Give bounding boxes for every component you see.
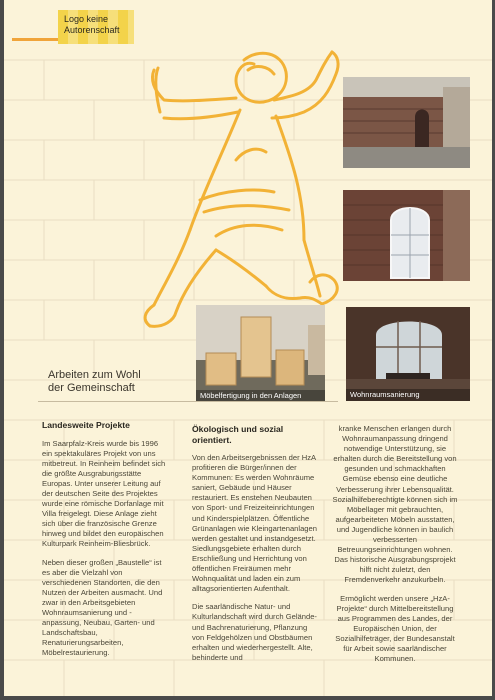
- photo-furniture-workshop: [196, 305, 325, 402]
- photo-restored-window: [343, 190, 470, 281]
- photo-caption: Möbelfertigung in den Anlagen: [196, 390, 325, 402]
- photo-caption: Wohnraumsanierung: [346, 389, 470, 401]
- paragraph: Im Saarpfalz-Kreis wurde bis 1996 ein spektakuläres Projekt von uns mitbetreut. In Reinheim befindet sich die größte Ausgrabungsstätte Europas. Unter unserer Leitung auf der deutschen Seite des Projektes wurde eine römische Dorfanlage mit Villa freigelegt. Diese Anlage zieht sich über die französische Grenze hinweg und bildet den europäischen Kulturpark Reinheim-Bliesbrück.: [42, 438, 166, 549]
- paragraph: Von den Arbeitsergebnissen der HzA profitieren die Bürger/innen der Kommunen: Es werden Wohnräume saniert, Gebäude und Häuser restauriert. Es enstehen Neubauten von Sport- und Freizeiteinrichtungen und Kinderspielplätzen. Öffentliche Grünanlagen wie Kleingartenanlagen werden gestaltet und instandgesetzt. Siedlungsgebiete erhalten durch Erschließung und Herrichtung von öffentlichen Freiräumen mehr Wohnqualität und laden ein zum alltagsorientierten Aufenthalt.: [192, 453, 317, 594]
- paragraph: kranke Menschen erlangen durch Wohnraumanpassung dringend notwendige Unterstützung, sie erhalten durch die Bereitstellung von gesunden und schmackhaften Gemüse ebenso eine deutliche Verbesserung ihrer Lebensqualität. Sozialhilfeberechtigte können sich im Möbellager mit gebrauchten, aufgearbeiteten Möbeln ausstatten, und Jugendliche können in baulich verbesserten Betreuungseinrichtungen wohnen. Das historische Ausgrabungsprojekt hilft nicht zuletzt, den Fremdenverkehr anzukurbeln.: [332, 424, 458, 585]
- logo-text-line1: Logo keine: [64, 14, 109, 24]
- column-heading: Landesweite Projekte: [42, 420, 130, 430]
- brochure-page: [4, 0, 492, 696]
- column-heading: Ökologisch und sozial orientiert.: [192, 424, 284, 445]
- paragraph: Ermöglicht werden unsere „HzA-Projekte“ durch Mittelbereitstellung aus Programmen des Landes, der Europäischen Union, der Sozialhilfeträger, der Bundesanstalt für Arbeit sowie saarländischer Kommunen.: [335, 593, 455, 664]
- column-1: [42, 420, 170, 666]
- photo-ruins-wall: [343, 77, 470, 168]
- section-title-line2: der Gemeinschaft: [48, 382, 135, 394]
- column-3: [332, 424, 458, 672]
- divider: [38, 401, 338, 402]
- column-2: [192, 424, 318, 671]
- paragraph: Die saarländische Natur- und Kulturlandschaft wird durch Gelände- und Bachrenaturierung, Pflanzung von Feldgehölzen und Obstbäumen erhalten und wiederhergestellt. Alte, behinderte und: [192, 602, 317, 662]
- section-title: [48, 369, 198, 395]
- paragraph: Neben dieser großen „Baustelle“ ist es aber die Vielzahl von verschiedenen Standorten, die den Nutzen der Arbeiten ausmacht. Und zwar in den Arbeitsgebieten Wohnraumsanierung und -anpassung, Neubau, Garten- und Landschaftsbau, Renaturierungsarbeiten, Möbelrestaurierung.: [42, 557, 163, 658]
- logo-text-line2: Autorenschaft: [64, 25, 120, 35]
- photo-renovated-room: [346, 307, 470, 401]
- section-title-line1: Arbeiten zum Wohl: [48, 369, 141, 381]
